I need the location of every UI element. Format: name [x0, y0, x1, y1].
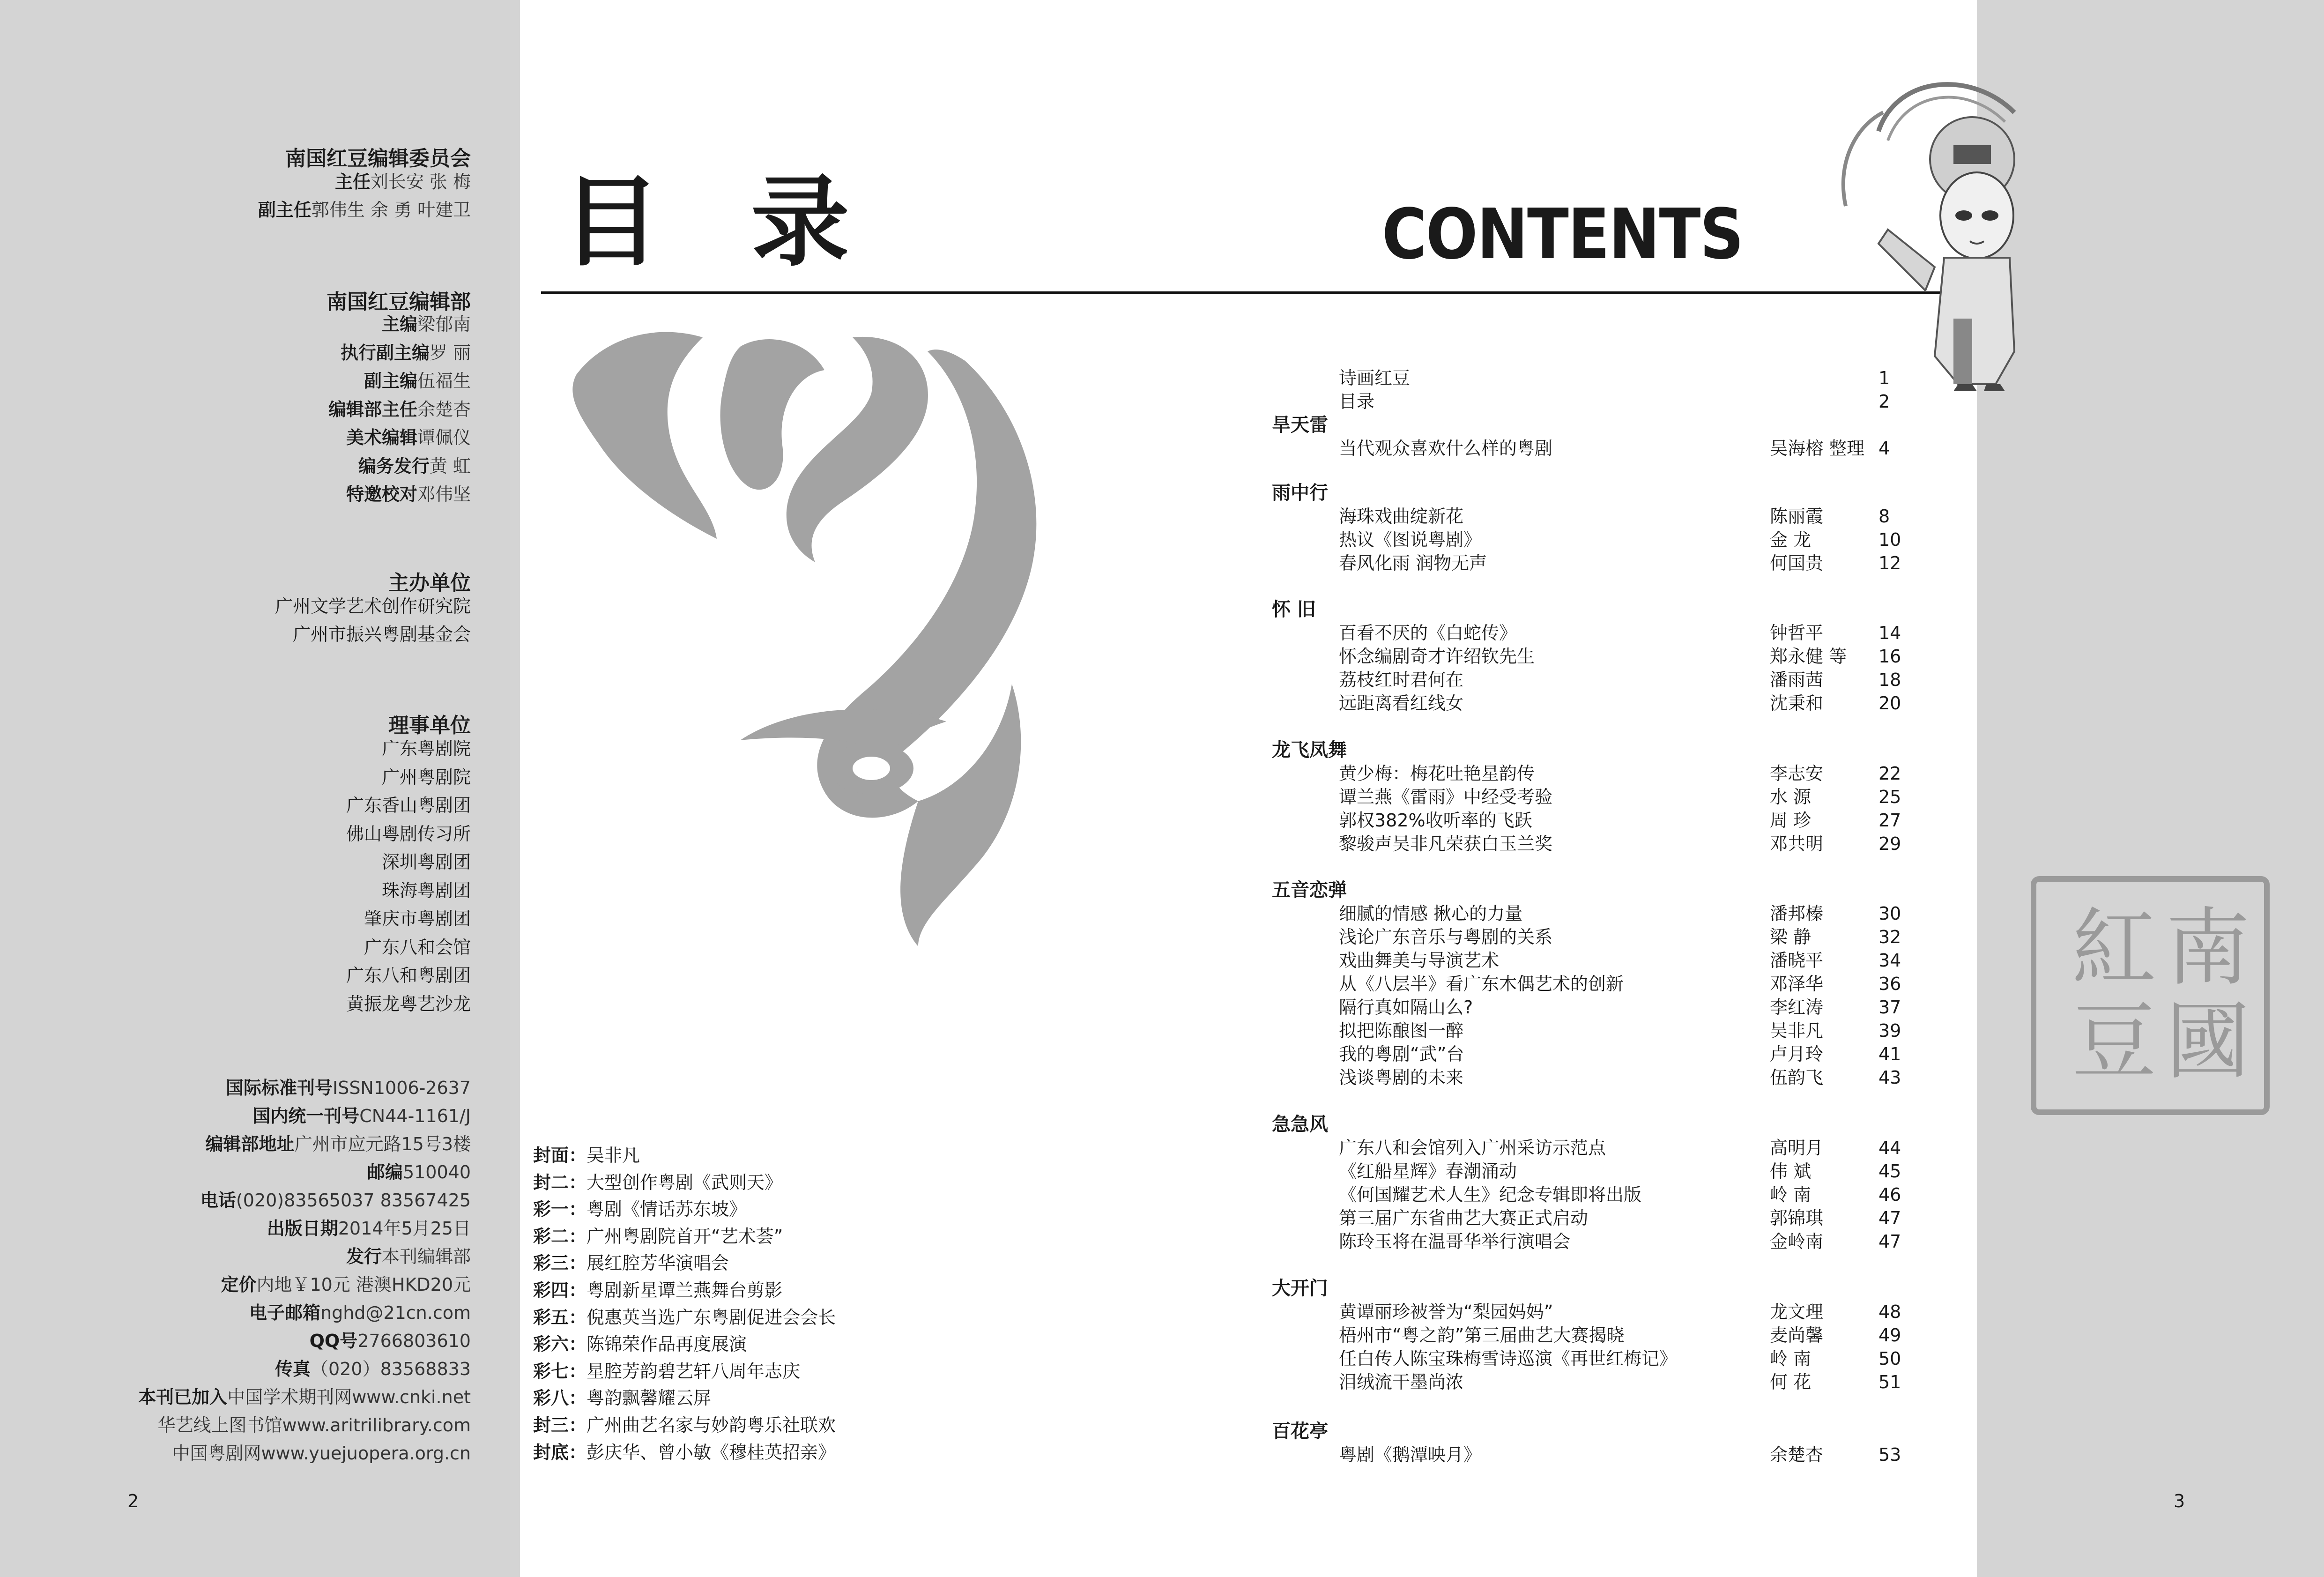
toc-entry-author: 钟哲平: [1770, 623, 1824, 643]
publication-info-label: 邮编: [367, 1162, 403, 1183]
toc-entry-page: 12: [1879, 553, 1901, 573]
credit-value: 彭庆华、曾小敏《穆桂英招亲》: [587, 1442, 836, 1463]
seal-stamp-text: 南國紅豆: [2058, 903, 2250, 1090]
toc-entry-title: 戏曲舞美与导演艺术: [1339, 950, 1500, 971]
toc-entry-title: 细腻的情感 揪心的力量: [1339, 903, 1523, 924]
publication-info-label: 传真: [275, 1359, 311, 1379]
publication-info-label: QQ号: [309, 1331, 358, 1351]
publication-info-label: 发行: [346, 1246, 382, 1267]
toc-entry-title: 郭权382%收听率的飞跃: [1339, 810, 1532, 831]
toc-entry-title: 《何国耀艺术人生》纪念专辑即将出版: [1339, 1184, 1642, 1205]
department-member-label: 副主编: [364, 371, 417, 391]
toc-entry[interactable]: [1339, 1370, 1901, 1394]
toc-entry-page: 50: [1879, 1348, 1901, 1369]
toc-entry-title: 广东八和会馆列入广州采访示范点: [1339, 1138, 1606, 1158]
toc-section-heading: 急急风: [1272, 1114, 1328, 1135]
department-member: [358, 455, 471, 477]
toc-entry-title: 远距离看红线女: [1339, 693, 1464, 714]
toc-entry-author: 金岭南: [1770, 1231, 1824, 1252]
toc-entry-title: 从《八层半》看广东木偶艺术的创新: [1339, 974, 1624, 994]
toc-entry-title: 怀念编剧奇才许绍钦先生: [1339, 646, 1535, 667]
department-member-value: 梁郁南: [417, 314, 471, 335]
sponsor-item: 广州市振兴粤剧基金会: [292, 624, 471, 645]
toc-entry-author: 伍韵飞: [1770, 1067, 1824, 1088]
publication-info-label: 电话: [200, 1190, 236, 1211]
credit-key: 彩三：: [533, 1253, 587, 1274]
credit-line: [533, 1439, 836, 1466]
toc-entry[interactable]: [1339, 972, 1901, 996]
toc-section-heading: 怀 旧: [1272, 599, 1316, 620]
committee-member-value: 刘长安 张 梅: [370, 171, 471, 192]
credit-line: [533, 1304, 836, 1332]
toc-entry-title: 黎骏声吴非凡荣获白玉兰奖: [1339, 833, 1553, 854]
toc-entry-author: 何 花: [1770, 1372, 1812, 1392]
brush-stroke-illustration: [562, 319, 1101, 946]
title-divider: [541, 291, 1977, 294]
toc-entry-title: 黄谭丽珍被誉为“梨园妈妈”: [1339, 1302, 1553, 1322]
committee-member: [335, 171, 471, 193]
toc-section-heading: 旱天雷: [1272, 414, 1328, 436]
toc-entry-page: 22: [1879, 763, 1901, 784]
toc-entry-title: 春风化雨 润物无声: [1339, 553, 1487, 573]
department-member: [382, 313, 471, 335]
publication-info: [221, 1273, 471, 1296]
credit-line: [533, 1385, 836, 1412]
toc-entry-title: 百看不厌的《白蛇传》: [1339, 623, 1517, 643]
toc-entry-title: 梧州市“粤之韵”第三届曲艺大赛揭晓: [1339, 1325, 1625, 1346]
council-member: 佛山粤剧传习所: [346, 823, 471, 844]
publication-info: [310, 1330, 471, 1352]
credit-key: 彩一：: [533, 1199, 587, 1220]
publication-info-value: ISSN1006-2637: [332, 1078, 471, 1098]
toc-entry[interactable]: [1339, 390, 1892, 413]
publication-info: [367, 1161, 471, 1183]
toc-entry-title: 我的粤剧“武”台: [1339, 1044, 1464, 1064]
publication-info-label: 国内统一刊号: [252, 1106, 360, 1126]
committee-member-label: 主任: [334, 171, 371, 192]
publication-info-value: 2014年5月25日: [338, 1218, 471, 1239]
department-member-label: 编务发行: [358, 455, 430, 476]
credit-line: [533, 1250, 836, 1277]
toc-entry-page: 44: [1879, 1138, 1901, 1158]
credit-key: 封底：: [533, 1442, 587, 1463]
credit-key: 封二：: [533, 1172, 587, 1193]
publication-info-value: 中国粤剧网www.yuejuopera.org.cn: [172, 1443, 471, 1464]
toc-entry-page: 32: [1879, 927, 1901, 947]
publication-info-value: 2766803610: [357, 1331, 471, 1351]
council-member: 广东八和会馆: [364, 937, 471, 958]
credit-value: 广州粤剧院首开“艺术荟”: [587, 1226, 783, 1247]
toc-entry-title: 粤剧《鹅潭映月》: [1339, 1444, 1482, 1465]
toc-entry[interactable]: [1339, 621, 1901, 645]
toc-entry[interactable]: [1339, 437, 1892, 460]
publication-info: [249, 1302, 471, 1324]
credit-value: 星腔芳韵碧艺轩八周年志庆: [587, 1361, 801, 1382]
department-member: [364, 370, 471, 392]
toc-entry[interactable]: [1339, 1136, 1901, 1160]
toc-entry-page: 51: [1879, 1372, 1901, 1392]
department-member-value: 伍福生: [417, 371, 471, 391]
publication-info-value: nghd@21cn.com: [320, 1302, 471, 1323]
department-member: [341, 342, 471, 364]
council-member: 广东八和粤剧团: [346, 965, 471, 986]
publication-info: [172, 1442, 471, 1465]
publication-info-value: 中国学术期刊网www.cnki.net: [227, 1387, 471, 1407]
toc-entry-page: 41: [1879, 1044, 1901, 1064]
publication-info-value: 内地￥10元 港澳HKD20元: [256, 1274, 471, 1295]
toc-entry[interactable]: [1339, 505, 1892, 528]
toc-entry-page: 47: [1879, 1231, 1901, 1252]
toc-entry[interactable]: [1339, 1042, 1901, 1066]
credit-key: 彩八：: [533, 1388, 587, 1409]
toc-entry[interactable]: [1339, 832, 1901, 855]
toc-section-heading: 雨中行: [1272, 482, 1328, 504]
toc-entry[interactable]: [1339, 785, 1901, 809]
toc-entry-author: 潘邦榛: [1770, 903, 1824, 924]
toc-entry-page: 1: [1879, 368, 1890, 388]
toc-entry[interactable]: [1339, 645, 1901, 668]
toc-entry-author: 吴非凡: [1770, 1020, 1824, 1041]
publication-info-value: (020)83565037 83567425: [236, 1190, 471, 1211]
publication-info-value: 510040: [402, 1162, 471, 1183]
toc-entry-title: 泪绒流干墨尚浓: [1339, 1372, 1464, 1392]
publication-info-label: 编辑部地址: [205, 1134, 295, 1154]
credit-line: [533, 1277, 836, 1304]
toc-entry[interactable]: [1339, 1160, 1901, 1183]
toc-entry-title: 隔行真如隔山么?: [1339, 997, 1473, 1018]
toc-entry[interactable]: [1339, 1230, 1901, 1253]
committee-member-value: 郭伟生 余 勇 叶建卫: [311, 200, 471, 220]
toc-entry-author: 麦尚馨: [1770, 1325, 1824, 1346]
department-member: [346, 426, 471, 449]
toc-entry-page: 27: [1879, 810, 1901, 831]
toc-entry-author: 梁 静: [1770, 927, 1812, 947]
page-number-left: 2: [127, 1491, 139, 1511]
credit-value: 粤剧新星谭兰燕舞台剪影: [587, 1279, 783, 1301]
credit-line: [533, 1331, 836, 1358]
toc-entry-page: 34: [1879, 950, 1901, 971]
council-member: 广州粤剧院: [381, 766, 471, 788]
toc-entry-author: 李志安: [1770, 763, 1824, 784]
toc-entry-page: 30: [1879, 903, 1901, 924]
credit-line: [533, 1142, 836, 1169]
toc-entry-author: 伟 斌: [1770, 1161, 1812, 1182]
toc-entry-author: 邓泽华: [1770, 974, 1824, 994]
toc-entry-author: 潘晓平: [1770, 950, 1824, 971]
toc-entry-page: 2: [1879, 391, 1890, 412]
publication-info: [138, 1386, 471, 1408]
toc-entry-title: 黄少梅：梅花吐艳星韵传: [1339, 763, 1535, 784]
credit-value: 吴非凡: [587, 1145, 640, 1166]
publication-info-value: 华艺线上图书馆www.aritrilibrary.com: [157, 1415, 471, 1436]
toc-entry-page: 43: [1879, 1067, 1901, 1088]
credit-key: 封三：: [533, 1414, 587, 1436]
toc-entry-page: 14: [1879, 623, 1901, 643]
publication-info-label: 电子邮箱: [249, 1302, 321, 1323]
council-member: 广东香山粤剧团: [346, 795, 471, 816]
council-member: 深圳粤剧团: [381, 852, 471, 872]
toc-section-heading: 五音恋弹: [1272, 879, 1347, 901]
publication-info-label: 定价: [221, 1274, 257, 1295]
department-member-value: 谭佩仪: [417, 427, 471, 448]
department-member-label: 特邀校对: [346, 484, 417, 505]
opera-performer-illustration: [1818, 56, 2061, 394]
toc-entry[interactable]: [1339, 668, 1901, 692]
toc-entry-page: 10: [1879, 529, 1901, 550]
seal-stamp: [2031, 876, 2270, 1115]
publication-info: [267, 1217, 471, 1240]
toc-entry-title: 热议《图说粤剧》: [1339, 529, 1482, 550]
toc-entry[interactable]: [1339, 809, 1901, 832]
toc-entry-title: 海珠戏曲绽新花: [1339, 506, 1464, 527]
toc-entry-page: 45: [1879, 1161, 1901, 1182]
publication-info-label: 国际标准刊号: [225, 1078, 333, 1098]
toc-entry-author: 何国贵: [1770, 553, 1824, 573]
sponsor-item: 广州文学艺术创作研究院: [275, 596, 471, 617]
publication-info: [275, 1358, 471, 1380]
toc-entry-title: 任白传人陈宝珠梅雪诗巡演《再世红梅记》: [1339, 1348, 1678, 1369]
toc-entry-title: 拟把陈酿图一醉: [1339, 1020, 1464, 1041]
page-title-chinese: 目 录: [562, 165, 878, 280]
toc-entry-author: 沈秉和: [1770, 693, 1824, 714]
toc-entry-title: 《红船星辉》春潮涌动: [1339, 1161, 1517, 1182]
credit-key: 彩六：: [533, 1334, 587, 1355]
credit-value: 大型创作粤剧《武则天》: [587, 1172, 783, 1193]
department-member-value: 黄 虹: [429, 455, 471, 476]
toc-entry-author: 吴海榕 整理: [1770, 438, 1865, 459]
toc-entry-page: 18: [1879, 669, 1901, 690]
toc-entry-page: 37: [1879, 997, 1901, 1018]
toc-entry[interactable]: [1339, 1443, 1901, 1466]
toc-entry[interactable]: [1339, 1066, 1901, 1089]
department-member-label: 执行副主编: [340, 342, 430, 363]
credit-key: 封面：: [533, 1145, 587, 1166]
toc-entry-page: 4: [1879, 438, 1890, 459]
toc-entry-title: 浅论广东音乐与粤剧的关系: [1339, 927, 1553, 947]
department-member: [346, 483, 471, 506]
credit-value: 粤剧《情话苏东坡》: [587, 1199, 747, 1220]
committee-member: [258, 199, 471, 221]
credit-key: 彩四：: [533, 1279, 587, 1301]
toc-entry-author: 卢月玲: [1770, 1044, 1824, 1064]
toc-entry[interactable]: [1339, 762, 1901, 785]
publication-info: [200, 1189, 471, 1212]
toc-entry-page: 48: [1879, 1302, 1901, 1322]
credit-value: 粤韵飘馨耀云屏: [587, 1388, 712, 1409]
toc-entry[interactable]: [1339, 1206, 1901, 1230]
department-member-label: 编辑部主任: [328, 399, 417, 420]
publication-info: [252, 1105, 471, 1127]
credit-line: [533, 1196, 836, 1223]
publication-info-value: 广州市应元路15号3楼: [294, 1134, 471, 1154]
council-member: 肇庆市粤剧团: [364, 908, 471, 929]
toc-entry[interactable]: [1339, 902, 1901, 925]
credit-line: [533, 1358, 836, 1385]
credit-value: 倪惠英当选广东粤剧促进会会长: [587, 1307, 836, 1328]
department-member-label: 主编: [381, 314, 417, 335]
toc-entry-title: 荔枝红时君何在: [1339, 669, 1464, 690]
toc-entry-author: 郑永健 等: [1770, 646, 1847, 667]
toc-entry-author: 陈丽霞: [1770, 506, 1824, 527]
publication-info-value: CN44-1161/J: [359, 1106, 471, 1126]
committee-member-label: 副主任: [258, 200, 312, 220]
toc-section-heading: 大开门: [1272, 1278, 1328, 1299]
toc-entry-page: 39: [1879, 1020, 1901, 1041]
toc-section-heading: 百花亭: [1272, 1421, 1328, 1442]
toc-entry-author: 李红涛: [1770, 997, 1824, 1018]
toc-entry-title: 诗画红豆: [1339, 368, 1411, 388]
toc-entry-author: 金 龙: [1770, 529, 1812, 550]
toc-entry-author: 岭 南: [1770, 1348, 1812, 1369]
editorial-department-heading: 南国红豆编辑部: [327, 290, 471, 314]
toc-section-heading: 龙飞凤舞: [1272, 739, 1347, 761]
toc-entry-author: 岭 南: [1770, 1184, 1812, 1205]
toc-entry[interactable]: [1339, 1183, 1901, 1206]
department-member-value: 邓伟坚: [417, 484, 471, 505]
toc-entry-page: 46: [1879, 1184, 1901, 1205]
publication-info-label: 出版日期: [267, 1218, 338, 1239]
credit-key: 彩七：: [533, 1361, 587, 1382]
publication-info: [226, 1077, 471, 1099]
toc-entry-page: 29: [1879, 833, 1901, 854]
toc-entry[interactable]: [1339, 949, 1901, 972]
credit-value: 广州曲艺名家与妙韵粤乐社联欢: [587, 1414, 836, 1436]
council-member: 黄振龙粤艺沙龙: [346, 993, 471, 1014]
toc-entry[interactable]: [1339, 1347, 1901, 1370]
toc-entry-title: 浅谈粤剧的未来: [1339, 1067, 1464, 1088]
toc-entry-title: 第三届广东省曲艺大赛正式启动: [1339, 1208, 1589, 1228]
toc-entry[interactable]: [1339, 996, 1901, 1019]
toc-entry-author: 郭锦琪: [1770, 1208, 1824, 1228]
toc-entry-title: 目录: [1339, 391, 1375, 412]
toc-entry-page: 25: [1879, 787, 1901, 807]
page-number-right: 3: [2174, 1491, 2185, 1511]
toc-entry-title: 谭兰燕《雷雨》中经受考验: [1339, 787, 1553, 807]
toc-entry-author: 余楚杏: [1770, 1444, 1824, 1465]
credit-line: [533, 1412, 836, 1439]
toc-entry-title: 陈玲玉将在温哥华举行演唱会: [1339, 1231, 1571, 1252]
credit-value: 陈锦荣作品再度展演: [587, 1334, 747, 1355]
toc-entry[interactable]: [1339, 551, 1901, 575]
credit-line: [533, 1223, 836, 1250]
toc-entry-page: 49: [1879, 1325, 1901, 1346]
publication-info-label: 本刊已加入: [138, 1387, 228, 1407]
toc-entry-author: 邓共明: [1770, 833, 1824, 854]
toc-entry[interactable]: [1339, 692, 1901, 715]
toc-entry-page: 20: [1879, 693, 1901, 714]
editorial-committee-heading: 南国红豆编辑委员会: [285, 147, 471, 171]
department-member-value: 余楚杏: [417, 399, 471, 420]
credit-value: 展红腔芳华演唱会: [587, 1253, 729, 1274]
publication-info-value: （020）83568833: [311, 1359, 471, 1379]
publication-info: [158, 1414, 471, 1436]
credit-key: 彩五：: [533, 1307, 587, 1328]
toc-entry[interactable]: [1339, 1300, 1901, 1324]
toc-entry-author: 龙文理: [1770, 1302, 1824, 1322]
toc-entry-page: 16: [1879, 646, 1901, 667]
page-title-english: CONTENTS: [1382, 194, 1743, 275]
department-member-label: 美术编辑: [346, 427, 417, 448]
credit-key: 彩二：: [533, 1226, 587, 1247]
toc-entry-page: 8: [1879, 506, 1890, 527]
toc-entry-page: 36: [1879, 974, 1901, 994]
publication-info: [205, 1133, 471, 1155]
council-member: 广东粤剧院: [381, 738, 471, 759]
toc-entry-page: 53: [1879, 1444, 1901, 1465]
toc-entry-author: 水 源: [1770, 787, 1812, 807]
publication-info: [346, 1245, 471, 1268]
toc-entry-author: 潘雨茜: [1770, 669, 1824, 690]
sponsor-heading: 主办单位: [388, 571, 471, 595]
council-member: 珠海粤剧团: [381, 880, 471, 901]
council-heading: 理事单位: [388, 714, 471, 737]
credit-line: [533, 1169, 836, 1197]
toc-entry[interactable]: [1339, 1019, 1901, 1042]
cover-credits: [533, 1142, 836, 1466]
toc-entry[interactable]: [1339, 366, 1892, 390]
toc-entry-author: 周 珍: [1770, 810, 1812, 831]
toc-entry[interactable]: [1339, 925, 1901, 949]
toc-entry-author: 高明月: [1770, 1138, 1824, 1158]
department-member: [328, 398, 471, 421]
department-member-value: 罗 丽: [429, 342, 471, 363]
toc-entry[interactable]: [1339, 1324, 1901, 1347]
toc-entry-page: 47: [1879, 1208, 1901, 1228]
publication-info-value: 本刊编辑部: [381, 1246, 471, 1267]
toc-entry[interactable]: [1339, 528, 1901, 551]
toc-entry-title: 当代观众喜欢什么样的粤剧: [1339, 438, 1553, 459]
